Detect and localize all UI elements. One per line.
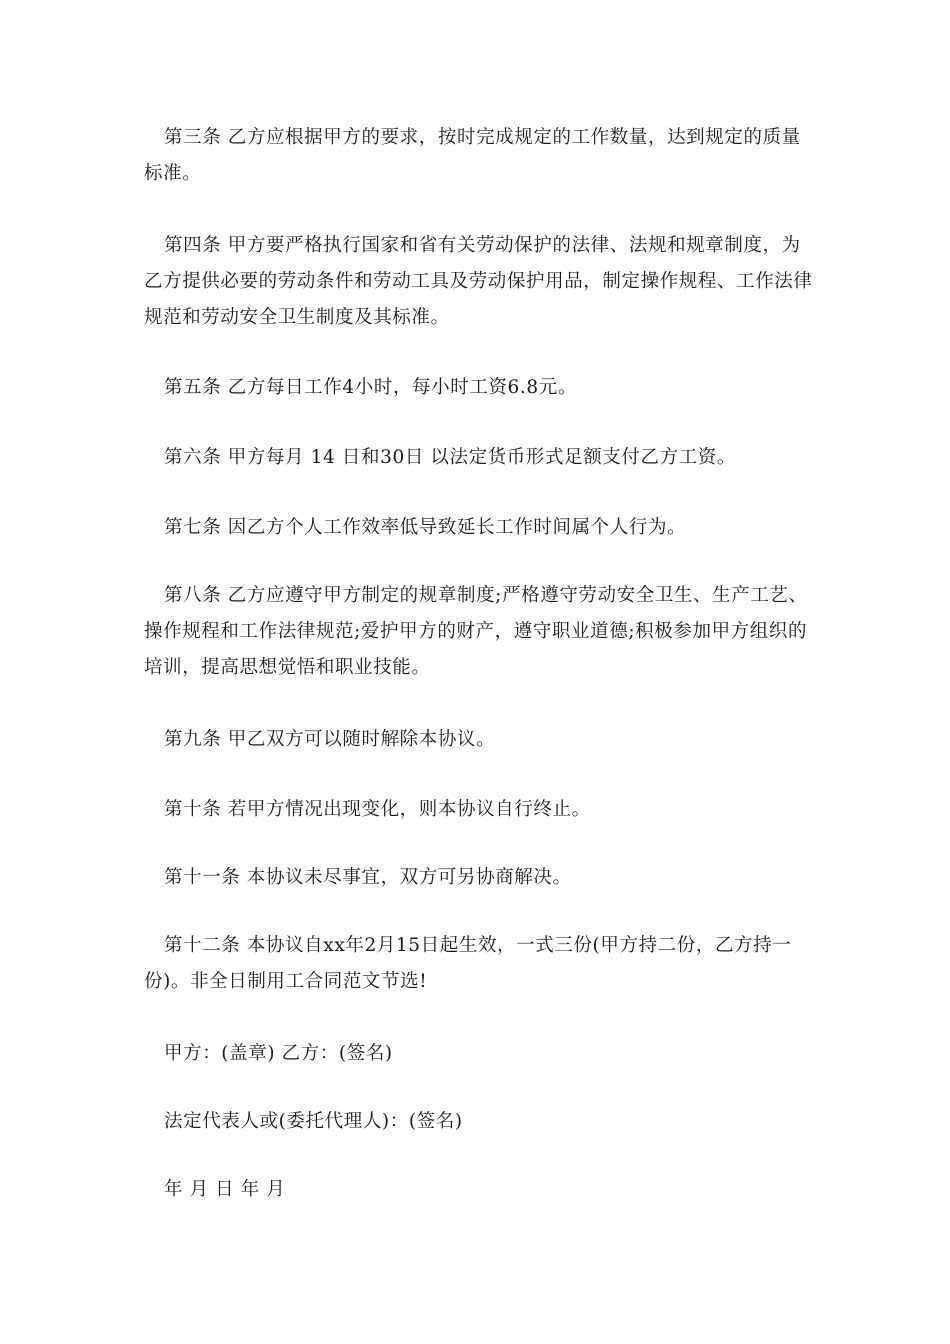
legal-representative-line: 法定代表人或(委托代理人)：(签名) (164, 1111, 463, 1132)
article-4-paragraph: 第四条 甲方要严格执行国家和省有关劳动保护的法律、法规和规章制度，为乙方提供必要的劳动条件和劳动工具及劳动保护用品，制定操作规程、工作法律规范和劳动安全卫生制度及其标准。 (144, 235, 813, 328)
article-9-paragraph: 第九条 甲乙双方可以随时解除本协议。 (164, 729, 496, 750)
article-11-paragraph: 第十一条 本协议未尽事宜，双方可另协商解决。 (164, 867, 572, 888)
article-8-paragraph: 第八条 乙方应遵守甲方制定的规章制度;严格遵守劳动安全卫生、生产工艺、操作规程和工作法律规范;爱护甲方的财产，遵守职业道德;积极参加甲方组织的培训，提高思想觉悟和职业技能。 (144, 585, 808, 678)
article-3-paragraph: 第三条 乙方应根据甲方的要求，按时完成规定的工作数量，达到规定的质量标准。 (144, 127, 801, 184)
article-10-paragraph: 第十条 若甲方情况出现变化，则本协议自行终止。 (164, 799, 591, 820)
article-7-paragraph: 第七条 因乙方个人工作效率低导致延长工作时间属个人行为。 (164, 517, 687, 538)
date-line: 年 月 日 年 月 (164, 1179, 286, 1200)
article-6-paragraph: 第六条 甲方每月 14 日和30日 以法定货币形式足额支付乙方工资。 (164, 447, 737, 468)
article-12-paragraph: 第十二条 本协议自xx年2月15日起生效，一式三份(甲方持二份，乙方持一份)。非全日制用工合同范文节选! (144, 935, 792, 992)
signature-parties-line: 甲方：(盖章) 乙方：(签名) (164, 1043, 393, 1064)
article-5-paragraph: 第五条 乙方每日工作4小时，每小时工资6.8元。 (164, 377, 577, 398)
